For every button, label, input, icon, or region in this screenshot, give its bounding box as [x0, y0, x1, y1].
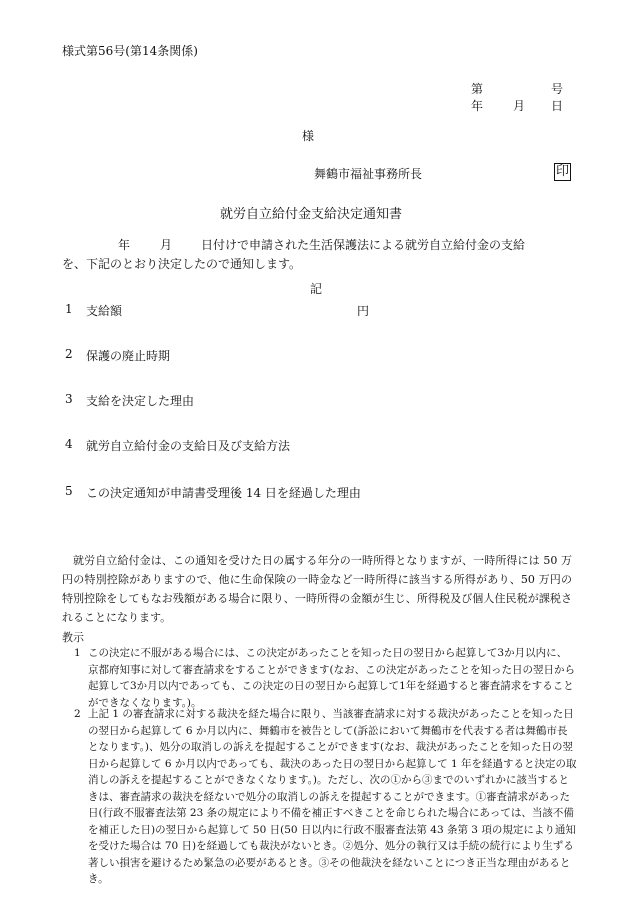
intro-line1: 日付けで申請された生活保護法による就労自立給付金の支給 [201, 238, 526, 252]
item-number: 3 [65, 392, 73, 406]
item-number: 4 [65, 437, 73, 451]
notice-item-number: 1 [74, 647, 81, 659]
item-unit-yen: 円 [357, 304, 370, 318]
item-label-payment: 就労自立給付金の支給日及び支給方法 [86, 439, 291, 453]
item-label-delay-reason: この決定通知が申請書受理後 14 日を経過した理由 [86, 486, 361, 500]
notice-item-text: 上記 1 の審査請求に対する裁決を経た場合に限り、当該審査請求に対する裁決があったことを知った日の翌日から起算して 6 か月以内に、舞鶴市を被告として(訴訟において舞鶴市を代表する者は舞鶴市長となります。)、処分の取消しの訴えを提起することができます(なお、裁決があったことを知った日の翌日から起算して 6 か月以内であっても、裁決のあった日の翌日から起算して 1 年を経過すると決定の取消しの訴えを提起することができなくなります。)。ただし、次の①から③までのいずれかに該当するときは、審査請求の裁決を経ないで処分の取消しの訴えを提起することができます。①審査請求があった日(行政不服審査法第 23 条の規定により不備を補正すべきことを命じられた場合にあっては、当該不備を補正した日)の翌日から起算して 50 日(50 日以内に行政不服審査法第 43 条第 3 項の規定により通知を受けた場合は 70 日)を経過しても裁決がないとき。②処分、処分の執行又は手続の続行により生ずる著しい損害を避けるため緊急の必要があるとき。③その他裁決を経ないことにつき正当な理由があるとき。 [88, 708, 577, 885]
number-prefix: 第 [471, 82, 484, 96]
intro-line2: を、下記のとおり決定したので通知します。 [62, 257, 302, 271]
notice-heading: 教示 [62, 631, 84, 644]
item-number: 2 [65, 347, 73, 361]
issuer-name: 舞鶴市福祉事務所長 [314, 167, 423, 181]
item-label-reason: 支給を決定した理由 [86, 394, 195, 408]
seal-mark: 印 [556, 164, 570, 179]
date-day: 日 [551, 99, 564, 113]
tax-note: 就労自立給付金は、この通知を受けた日の属する年分の一時所得となりますが、一時所得には 50 万円の特別控除がありますので、他に生命保険の一時金など一時所得に該当する所得があり、50 万円の特別控除をしてもなお残額がある場合に限り、一時所得の金額が生じ、所得税及び個人住民税が課税されることになります。 [62, 554, 572, 624]
item-label-amount: 支給額 [86, 304, 123, 318]
item-number: 1 [65, 302, 73, 316]
notice-item [62, 645, 577, 711]
item-number: 5 [65, 484, 73, 498]
notice-item [62, 706, 577, 888]
notice-item-number: 2 [74, 708, 81, 720]
item-label-abolition: 保護の廃止時期 [86, 349, 171, 363]
ki-mark: 記 [310, 282, 323, 296]
intro-month: 月 [160, 238, 173, 252]
form-number: 様式第56号(第14条関係) [62, 44, 198, 58]
document-title: 就労自立給付金支給決定通知書 [220, 207, 403, 222]
date-month: 月 [513, 99, 526, 113]
number-suffix: 号 [551, 82, 564, 96]
date-year: 年 [471, 99, 484, 113]
addressee-suffix: 様 [302, 129, 315, 143]
notice-item-text: この決定に不服がある場合には、この決定があったことを知った日の翌日から起算して3か月以内に、京都府知事に対して審査請求をすることができます(なお、この決定があったことを知った日の翌日から起算して3か月以内であっても、この決定の日の翌日から起算して1年を経過すると審査請求をすることができなくなります。)。 [88, 647, 575, 709]
intro-year: 年 [118, 238, 131, 252]
